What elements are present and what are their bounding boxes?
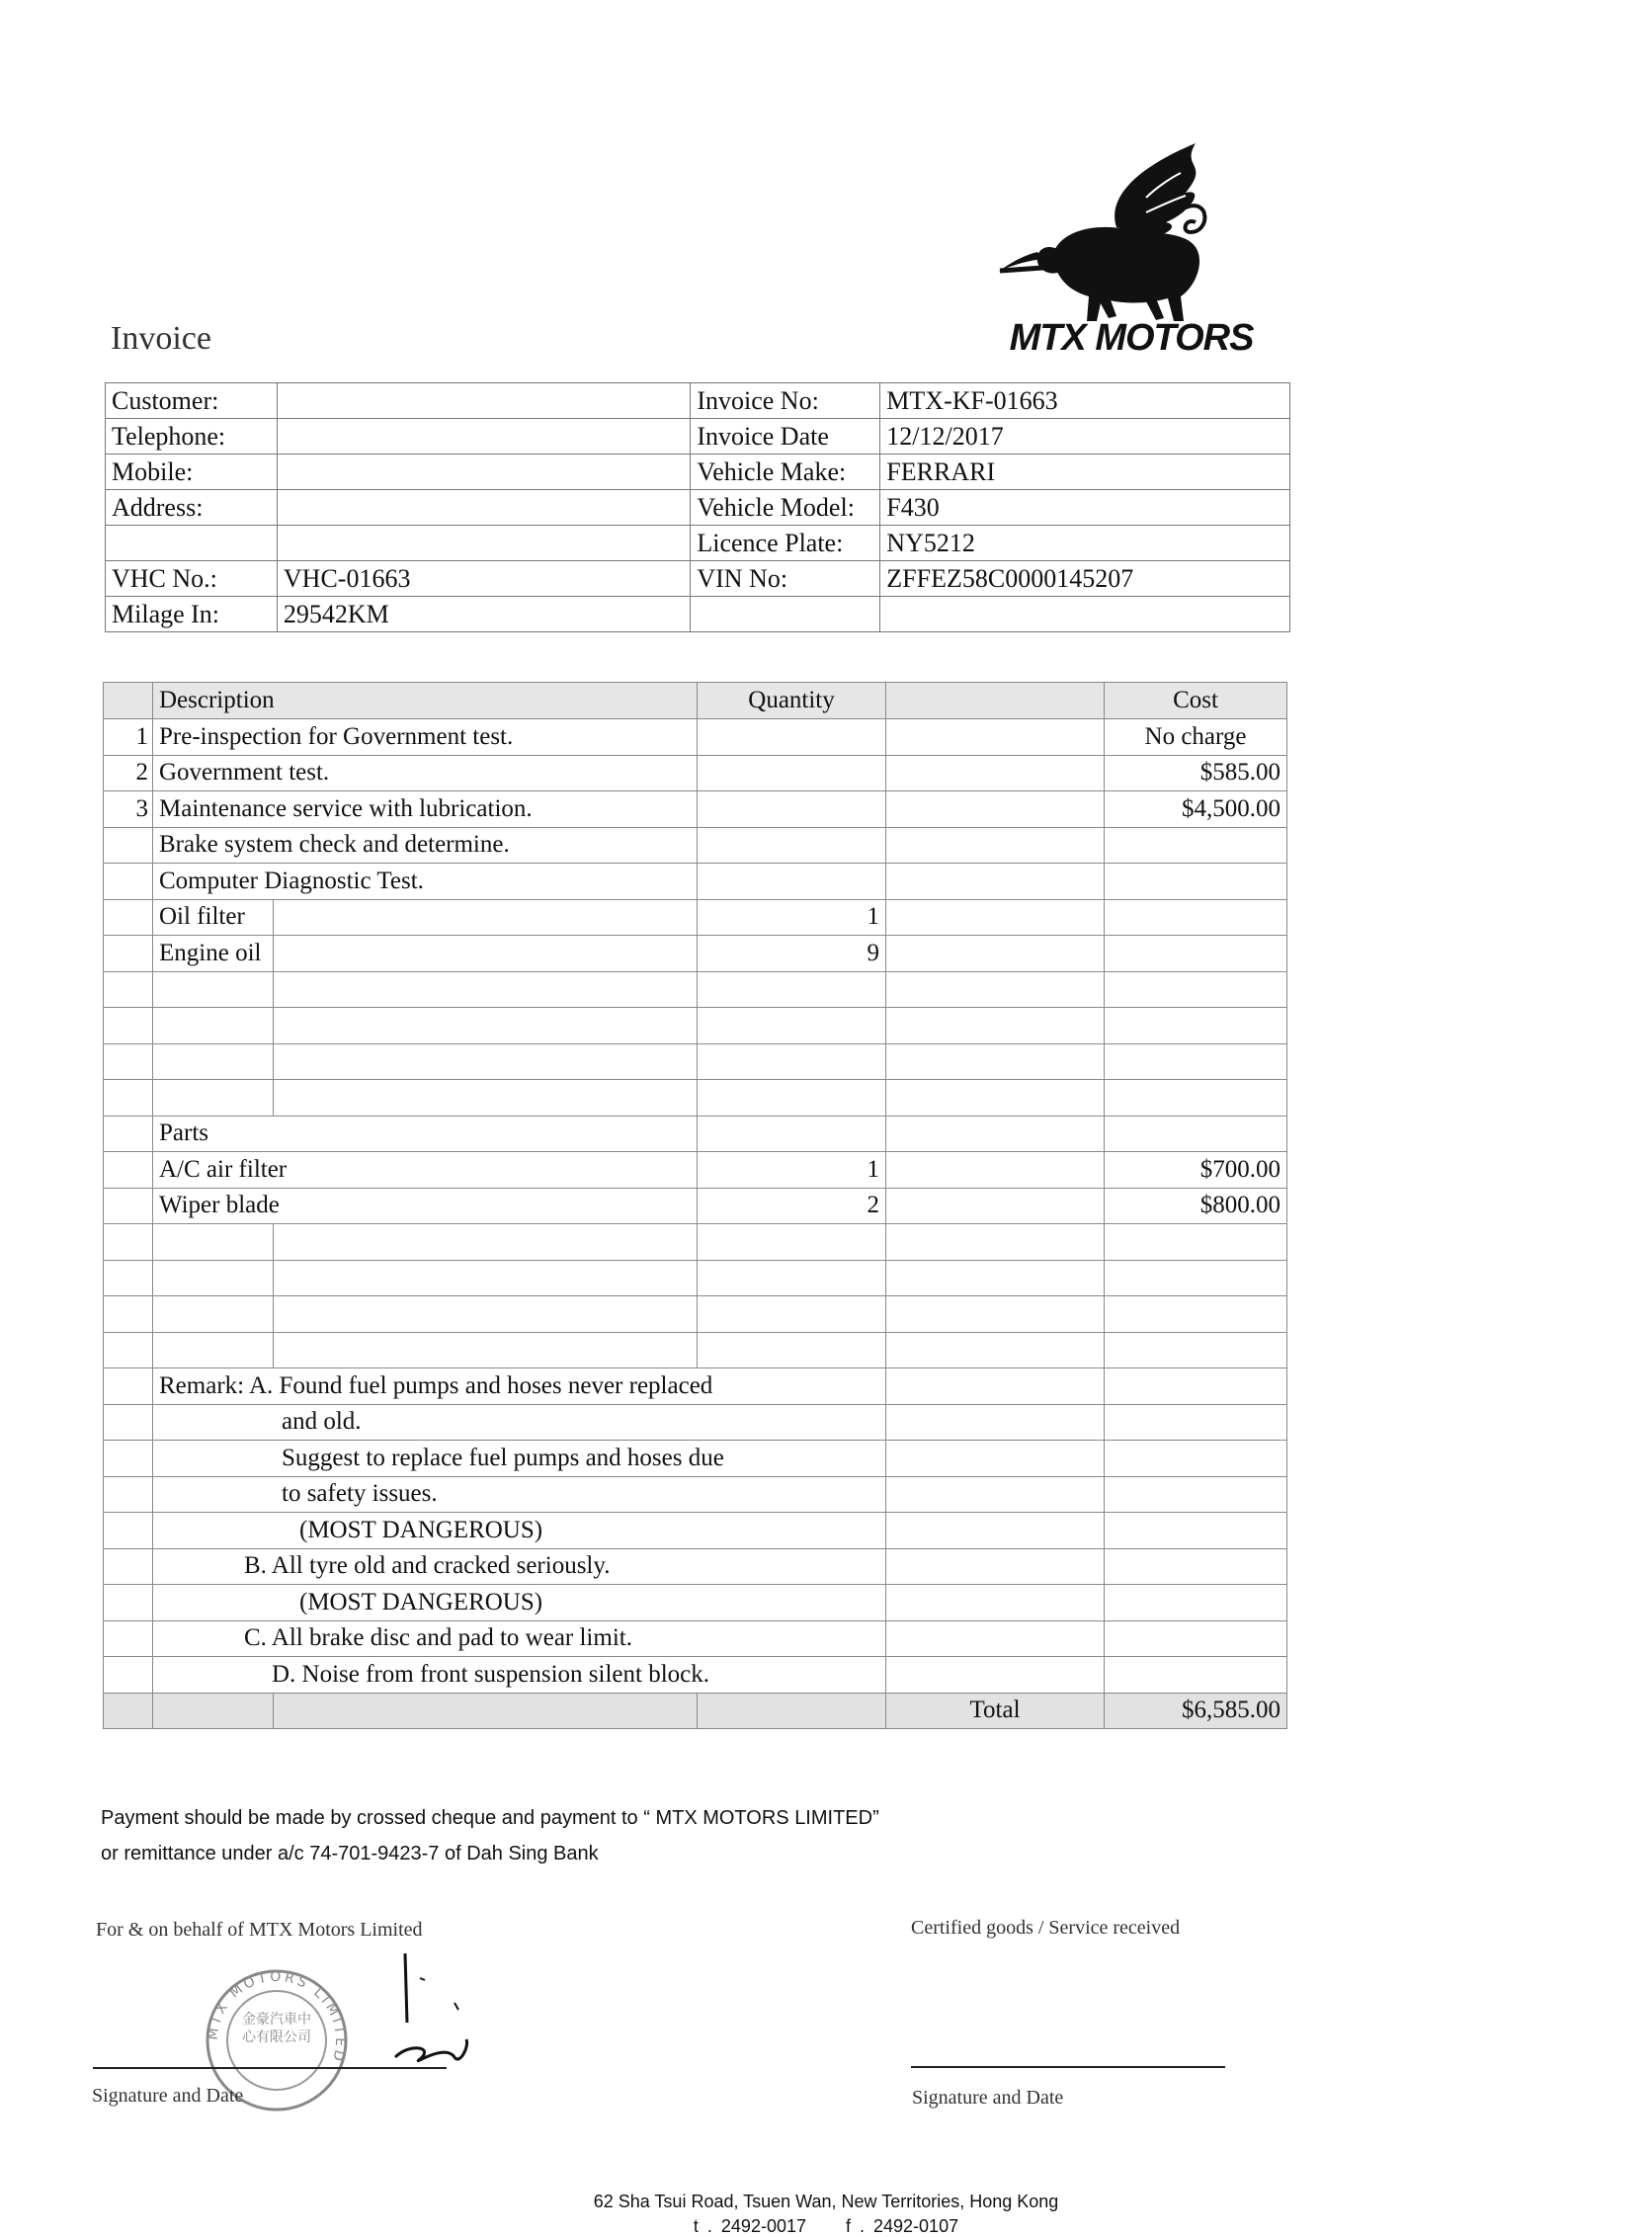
customer-value — [277, 383, 690, 419]
signature-line-left — [93, 2067, 447, 2069]
table-row — [104, 1152, 1287, 1189]
address-value — [277, 490, 690, 526]
telephone-value — [277, 419, 690, 455]
certified-label: Certified goods / Service received — [911, 1917, 1181, 1939]
licence-plate-value: NY5212 — [880, 526, 1290, 561]
empty-row — [104, 1224, 1287, 1261]
cost-header: Cost — [1105, 683, 1287, 719]
total-row — [104, 1693, 1287, 1729]
item-description: Computer Diagnostic Test. — [153, 864, 698, 900]
item-description: Brake system check and determine. — [153, 827, 698, 864]
empty-row — [104, 1332, 1287, 1368]
remark-line: B. All tyre old and cracked seriously. — [153, 1548, 886, 1585]
item-cost: No charge — [1105, 719, 1287, 756]
part-cost: $700.00 — [1105, 1152, 1287, 1189]
table-row — [104, 791, 1287, 828]
table-row — [104, 936, 1287, 972]
item-description: Maintenance service with lubrication. — [153, 791, 698, 828]
handwritten-signature — [375, 1948, 484, 2077]
vehicle-make-value: FERRARI — [880, 455, 1290, 490]
empty-cell — [691, 597, 880, 632]
remark-row — [104, 1657, 1287, 1694]
stamp-ring-text: MTX MOTORS LIMITED — [205, 1968, 349, 2066]
info-row — [106, 383, 1290, 419]
mobile-label: Mobile: — [106, 455, 278, 490]
remark-line: (MOST DANGEROUS) — [153, 1585, 886, 1621]
item-quantity: 1 — [698, 899, 886, 936]
part-description: Wiper blade — [153, 1188, 698, 1224]
item-cost: $585.00 — [1105, 755, 1287, 791]
table-row — [104, 719, 1287, 756]
signature-line-right — [911, 2066, 1225, 2068]
empty-row — [104, 1008, 1287, 1044]
part-cost: $800.00 — [1105, 1188, 1287, 1224]
address-extra — [106, 526, 278, 561]
table-row — [104, 899, 1287, 936]
empty-row — [104, 1043, 1287, 1080]
remark-row — [104, 1368, 1287, 1405]
empty-row — [104, 1260, 1287, 1296]
mileage-value: 29542KM — [277, 597, 690, 632]
customer-label: Customer: — [106, 383, 278, 419]
info-row — [106, 561, 1290, 597]
info-row — [106, 597, 1290, 632]
invoice-no-label: Invoice No: — [691, 383, 880, 419]
info-row — [106, 490, 1290, 526]
vehicle-model-label: Vehicle Model: — [691, 490, 880, 526]
info-row — [106, 455, 1290, 490]
part-quantity: 1 — [698, 1152, 886, 1189]
table-row — [104, 827, 1287, 864]
payment-line-2: or remittance under a/c 74-701-9423-7 of Dah Sing Bank — [101, 1843, 599, 1864]
payment-line-1: Payment should be made by crossed cheque and payment to “ MTX MOTORS LIMITED” — [101, 1807, 879, 1829]
quantity-header: Quantity — [698, 683, 886, 719]
item-number — [104, 936, 153, 972]
item-cost — [1105, 864, 1287, 900]
item-quantity — [698, 864, 886, 900]
item-description: Pre-inspection for Government test. — [153, 719, 698, 756]
remark-line: Remark: A. Found fuel pumps and hoses never replaced — [153, 1368, 886, 1405]
vhc-label: VHC No.: — [106, 561, 278, 597]
empty-row — [104, 1296, 1287, 1333]
stamp-center-text: 金豪汽車中心有限公司 — [242, 2012, 311, 2045]
item-quantity — [698, 755, 886, 791]
table-header-row — [104, 683, 1287, 719]
part-description: A/C air filter — [153, 1152, 698, 1189]
item-number — [104, 899, 153, 936]
winged-bull-icon — [998, 138, 1265, 326]
footer-fax: f . 2492-0107 — [846, 2216, 959, 2236]
total-value: $6,585.00 — [1105, 1693, 1287, 1729]
item-quantity — [698, 827, 886, 864]
on-behalf-label: For & on behalf of MTX Motors Limited — [96, 1919, 423, 1941]
item-description: Engine oil — [153, 936, 274, 972]
remark-line: (MOST DANGEROUS) — [153, 1513, 886, 1549]
remark-line: and old. — [153, 1404, 886, 1441]
signature-date-label: Signature and Date — [92, 2085, 244, 2107]
item-cost: $4,500.00 — [1105, 791, 1287, 828]
remark-row — [104, 1548, 1287, 1585]
item-cost — [1105, 936, 1287, 972]
footer-phone: t . 2492-0017 — [693, 2216, 806, 2236]
vhc-value: VHC-01663 — [277, 561, 690, 597]
brand-name: MTX MOTORS — [1009, 317, 1254, 359]
remark-line: D. Noise from front suspension silent block. — [153, 1657, 886, 1694]
footer-contact — [0, 2216, 1652, 2237]
vin-value: ZFFEZ58C0000145207 — [880, 561, 1290, 597]
empty-cell — [880, 597, 1290, 632]
item-cost — [1105, 827, 1287, 864]
remark-row — [104, 1585, 1287, 1621]
table-row — [104, 864, 1287, 900]
footer-address: 62 Sha Tsui Road, Tsuen Wan, New Territories, Hong Kong — [593, 2192, 1059, 2211]
remark-row — [104, 1476, 1287, 1513]
item-description: Oil filter — [153, 899, 274, 936]
remark-row — [104, 1441, 1287, 1477]
parts-label: Parts — [153, 1116, 698, 1152]
remark-prefix: Remark: — [159, 1371, 245, 1399]
mtx-motors-logo — [998, 138, 1265, 366]
vehicle-model-value: F430 — [880, 490, 1290, 526]
table-row — [104, 1116, 1287, 1152]
line-items-table — [103, 682, 1287, 1729]
table-row — [104, 1188, 1287, 1224]
item-number — [104, 827, 153, 864]
empty-row — [104, 1080, 1287, 1117]
remark-row — [104, 1620, 1287, 1657]
mileage-label: Milage In: — [106, 597, 278, 632]
item-cost — [1105, 899, 1287, 936]
remark-row — [104, 1404, 1287, 1441]
empty-row — [104, 971, 1287, 1008]
part-quantity: 2 — [698, 1188, 886, 1224]
invoice-date-value: 12/12/2017 — [880, 419, 1290, 455]
remark-row — [104, 1513, 1287, 1549]
description-header: Description — [153, 683, 698, 719]
item-quantity: 9 — [698, 936, 886, 972]
signature-date-label: Signature and Date — [912, 2087, 1064, 2109]
item-quantity — [698, 791, 886, 828]
payment-instructions — [101, 1800, 879, 1871]
address-extra-value — [277, 526, 690, 561]
remark-line: C. All brake disc and pad to wear limit. — [153, 1620, 886, 1657]
item-quantity — [698, 719, 886, 756]
table-row — [104, 755, 1287, 791]
vin-label: VIN No: — [691, 561, 880, 597]
invoice-info-table — [105, 382, 1290, 632]
mobile-value — [277, 455, 690, 490]
item-number — [104, 864, 153, 900]
invoice-no-value: MTX-KF-01663 — [880, 383, 1290, 419]
item-number: 2 — [104, 755, 153, 791]
address-label: Address: — [106, 490, 278, 526]
licence-plate-label: Licence Plate: — [691, 526, 880, 561]
total-label: Total — [886, 1693, 1105, 1729]
info-row — [106, 419, 1290, 455]
item-number: 3 — [104, 791, 153, 828]
remark-line: to safety issues. — [153, 1476, 886, 1513]
item-description: Government test. — [153, 755, 698, 791]
remark-line: Suggest to replace fuel pumps and hoses due — [153, 1441, 886, 1477]
telephone-label: Telephone: — [106, 419, 278, 455]
invoice-date-label: Invoice Date — [691, 419, 880, 455]
item-number: 1 — [104, 719, 153, 756]
document-title: Invoice — [111, 320, 211, 357]
info-row — [106, 526, 1290, 561]
vehicle-make-label: Vehicle Make: — [691, 455, 880, 490]
